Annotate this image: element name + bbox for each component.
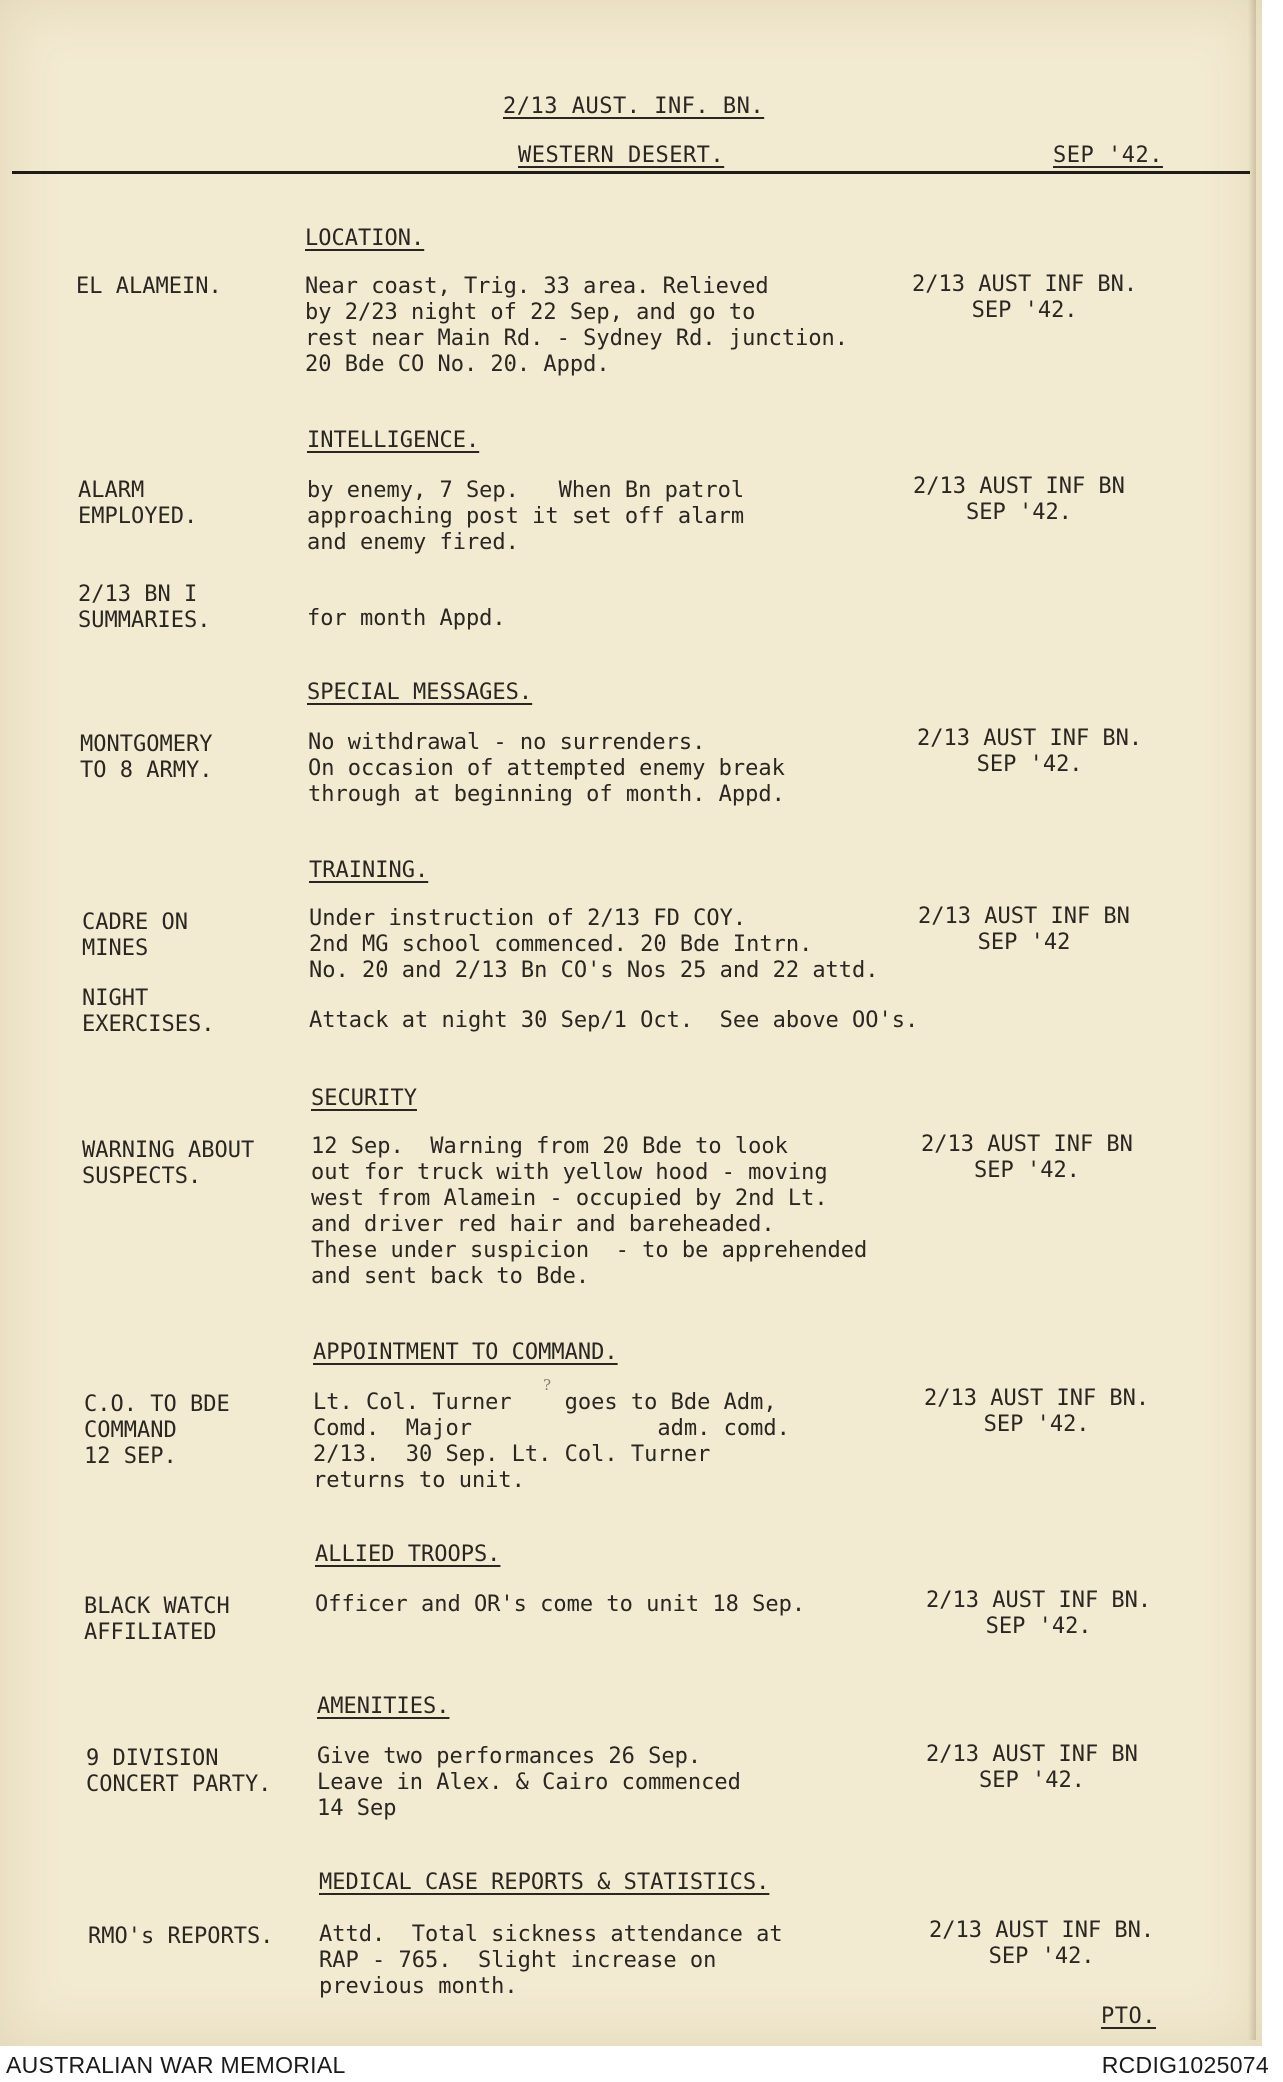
entry-reference: 2/13 AUST INF BN. SEP '42. <box>912 272 1138 323</box>
entry-text: No withdrawal - no surrenders. On occasion of attempted enemy break through at beginning of month. Appd. <box>308 730 785 807</box>
handwritten-query-mark: ? <box>543 1376 552 1394</box>
page-edge-shadow <box>1248 0 1256 2040</box>
entry-reference: 2/13 AUST INF BN SEP '42 <box>918 904 1130 955</box>
unit-title: 2/13 AUST. INF. BN. <box>503 94 765 119</box>
entry-label: 2/13 BN I SUMMARIES. <box>78 582 211 633</box>
section-heading-allied-troops: ALLIED TROOPS. <box>315 1542 501 1567</box>
entry-label: RMO's REPORTS. <box>88 1924 274 1949</box>
section-heading-amenities: AMENITIES. <box>317 1694 450 1719</box>
entry-reference: 2/13 AUST INF BN. SEP '42. <box>917 726 1143 777</box>
entry-text: Officer and OR's come to unit 18 Sep. <box>315 1592 806 1617</box>
entry-text: Attd. Total sickness attendance at RAP - 765. Slight increase on previous month. <box>319 1922 783 1999</box>
entry-label: BLACK WATCH AFFILIATED <box>84 1594 230 1645</box>
section-heading-appointment: APPOINTMENT TO COMMAND. <box>313 1340 618 1365</box>
entry-label: ALARM EMPLOYED. <box>78 478 198 529</box>
section-heading-special-messages: SPECIAL MESSAGES. <box>307 680 533 705</box>
entry-label: EL ALAMEIN. <box>76 274 222 299</box>
entry-reference: 2/13 AUST INF BN SEP '42. <box>926 1742 1138 1793</box>
entry-label: WARNING ABOUT SUSPECTS. <box>82 1138 255 1189</box>
section-heading-training: TRAINING. <box>309 858 429 883</box>
entry-label: NIGHT EXERCISES. <box>82 986 215 1037</box>
header-rule <box>12 171 1250 174</box>
entry-text: Under instruction of 2/13 FD COY. 2nd MG school commenced. 20 Bde Intrn. No. 20 and 2/13 Bn CO's Nos 25 and 22 attd. <box>309 906 879 983</box>
section-heading-security: SECURITY <box>311 1086 417 1111</box>
pto-note: PTO. <box>1101 2004 1156 2029</box>
section-heading-location: LOCATION. <box>305 226 425 251</box>
entry-text: by enemy, 7 Sep. When Bn patrol approaching post it set off alarm and enemy fired. <box>307 478 745 555</box>
section-heading-intelligence: INTELLIGENCE. <box>307 428 480 453</box>
theatre-heading: WESTERN DESERT. <box>518 143 725 168</box>
entry-label: MONTGOMERY TO 8 ARMY. <box>80 732 213 783</box>
entry-label: 9 DIVISION CONCERT PARTY. <box>86 1746 272 1797</box>
entry-reference: 2/13 AUST INF BN. SEP '42. <box>929 1918 1155 1969</box>
header-date: SEP '42. <box>1053 143 1163 168</box>
entry-reference: 2/13 AUST INF BN. SEP '42. <box>926 1588 1152 1639</box>
footer-item-id: RCDIG1025074 <box>1101 2052 1269 2078</box>
entry-text: Give two performances 26 Sep. Leave in Alex. & Cairo commenced 14 Sep <box>317 1744 741 1821</box>
entry-text: 12 Sep. Warning from 20 Bde to look out for truck with yellow hood - moving west from Alamein - occupied by 2nd Lt. and driver red hair and bareheaded. These under suspicion - to be apprehended and sent back to Bde. <box>311 1134 868 1289</box>
entry-reference: 2/13 AUST INF BN SEP '42. <box>921 1132 1133 1183</box>
entry-text: for month Appd. <box>307 606 506 631</box>
entry-label: CADRE ON MINES <box>82 910 188 961</box>
entry-label: C.O. TO BDE COMMAND 12 SEP. <box>84 1392 230 1469</box>
footer-source: AUSTRALIAN WAR MEMORIAL <box>6 2052 346 2078</box>
section-heading-medical: MEDICAL CASE REPORTS & STATISTICS. <box>319 1870 770 1895</box>
entry-text: Near coast, Trig. 33 area. Relieved by 2/23 night of 22 Sep, and go to rest near Main Rd. - Sydney Rd. junction. 20 Bde CO No. 20. Appd. <box>305 274 849 377</box>
entry-text: Attack at night 30 Sep/1 Oct. See above OO's. <box>309 1008 919 1033</box>
entry-reference: 2/13 AUST INF BN. SEP '42. <box>924 1386 1150 1437</box>
entry-text: Lt. Col. Turner goes to Bde Adm, Comd. Major adm. comd. 2/13. 30 Sep. Lt. Col. Turner returns to unit. <box>313 1390 790 1493</box>
entry-reference: 2/13 AUST INF BN SEP '42. <box>913 474 1125 525</box>
